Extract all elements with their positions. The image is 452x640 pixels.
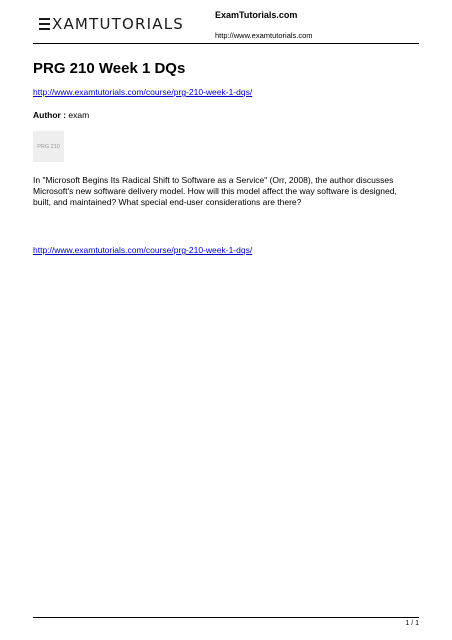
- page-title: PRG 210 Week 1 DQs: [33, 60, 186, 77]
- logo-text: XAMTUTORIALS: [52, 15, 184, 33]
- author-name: exam: [68, 110, 90, 120]
- thumbnail-text: PRG 210: [37, 143, 60, 150]
- page-number: 1 / 1: [405, 620, 419, 627]
- logo-e-mark-icon: [39, 18, 50, 30]
- author-line: [33, 110, 89, 120]
- course-link-top[interactable]: http://www.examtutorials.com/course/prg-210-week-1-dqs/: [33, 87, 253, 97]
- page-header: [33, 0, 419, 44]
- question-text: In "Microsoft Begins Its Radical Shift to Software as a Service" (Orr, 2008), the author discusses Microsoft's new software delivery model. How will this model affect the way software is designed, built, and maintained? What special end-user considerations are there?: [33, 175, 397, 207]
- author-label: Author :: [33, 110, 67, 120]
- course-link-bottom[interactable]: http://www.examtutorials.com/course/prg-210-week-1-dqs/: [33, 245, 253, 255]
- course-thumbnail: [33, 131, 64, 162]
- site-url: http://www.examtutorials.com: [215, 31, 313, 40]
- site-name: ExamTutorials.com: [215, 10, 298, 20]
- footer-divider: [33, 617, 419, 618]
- examtutorials-logo: [39, 15, 184, 33]
